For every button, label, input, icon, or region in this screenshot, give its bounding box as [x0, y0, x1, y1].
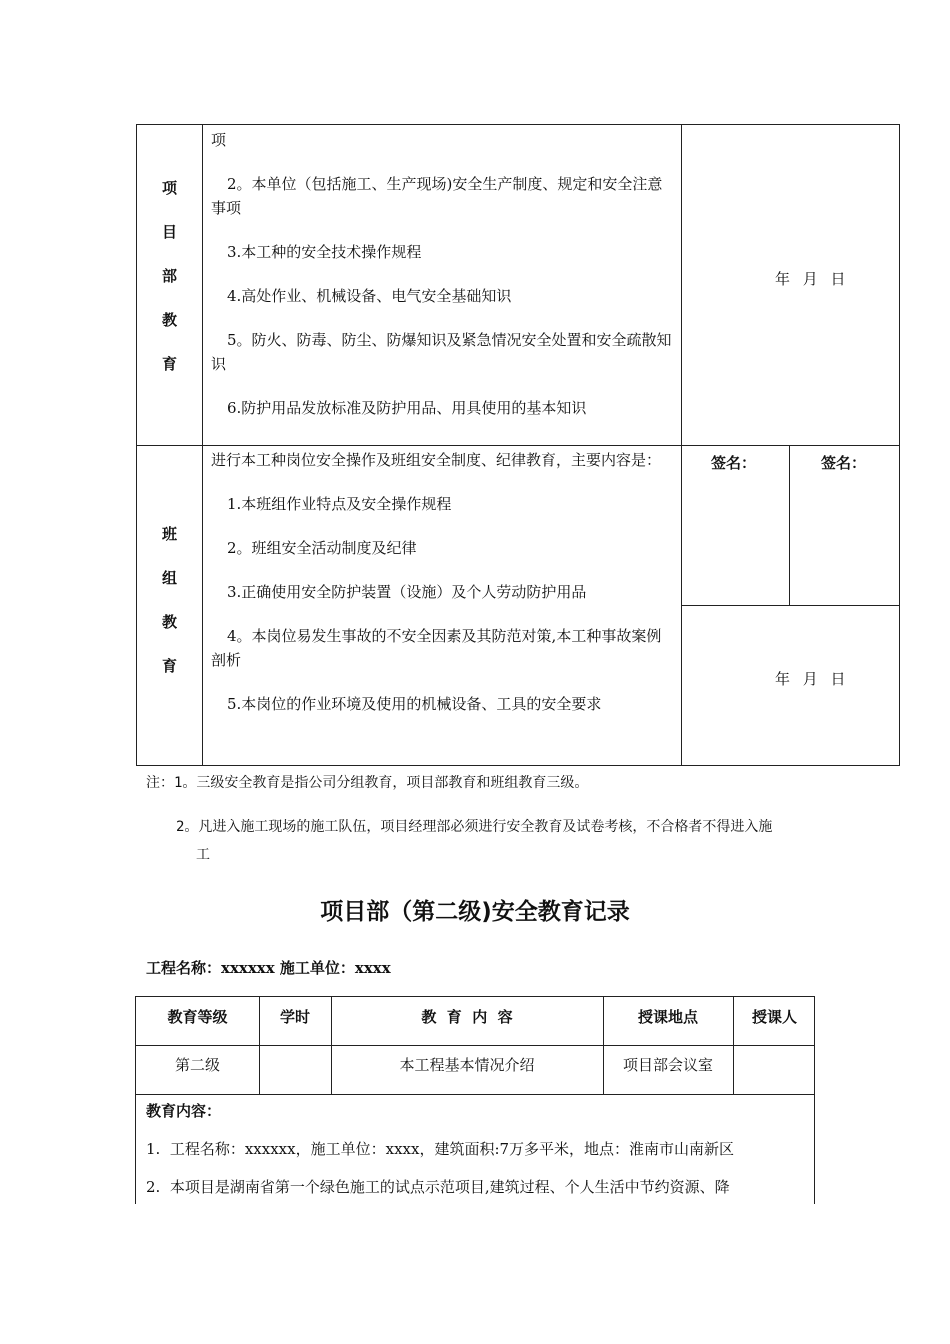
signature-divider [789, 445, 790, 605]
label-char: 项 [161, 179, 177, 197]
content-line: 1. 工程名称：xxxxxx，施工单位：xxxx，建筑面积:7万多平米，地点：淮南市山南新区 [146, 1140, 735, 1158]
content-line: 4.高处作业、机械设备、电气安全基础知识 [227, 287, 512, 305]
label-char: 组 [161, 569, 177, 587]
header-level: 教育等级 [167, 1008, 228, 1026]
team-date: 年 月 日 [775, 670, 847, 688]
row-divider [681, 605, 899, 606]
row-divider [137, 445, 899, 446]
signature-left: 签名： [711, 454, 757, 472]
signature-right: 签名： [821, 454, 867, 472]
content-line: 2. 本项目是湖南省第一个绿色施工的试点示范项目,建筑过程、个人生活中节约资源、降 [146, 1178, 730, 1196]
content-line: 3.本工种的安全技术操作规程 [227, 243, 422, 261]
label-char: 育 [161, 657, 177, 675]
note-2-continuation: 工 [196, 847, 210, 863]
note-2: 2。凡进入施工现场的施工队伍，项目经理部必须进行安全教育及试卷考核，不合格者不得进入施 [176, 819, 773, 835]
content-line: 2。班组安全活动制度及纪律 [227, 539, 417, 557]
team-education-label [137, 523, 202, 699]
cell-location: 项目部会议室 [622, 1056, 713, 1074]
project-education-content [211, 128, 676, 440]
content-line: 进行本工种岗位安全操作及班组安全制度、纪律教育，主要内容是： [211, 451, 662, 469]
header-hours: 学时 [279, 1008, 310, 1026]
header-location: 授课地点 [637, 1008, 698, 1026]
row-divider [136, 1094, 814, 1095]
header-content: 教 育 内 容 [421, 1008, 513, 1026]
team-education-content [211, 448, 676, 736]
label-char: 教 [161, 311, 177, 329]
project-education-label [137, 177, 202, 397]
content-line: 项 [211, 131, 227, 149]
content-line: 5.本岗位的作业环境及使用的机械设备、工具的安全要求 [227, 695, 602, 713]
content-line: 2。本单位（包括施工、生产现场)安全生产制度、规定和安全注意事项 [211, 175, 663, 217]
label-char: 班 [161, 525, 177, 543]
page-title: 项目部（第二级)安全教育记录 [320, 899, 630, 925]
content-line: 6.防护用品发放标准及防护用品、用具使用的基本知识 [227, 399, 587, 417]
header-teacher: 授课人 [751, 1008, 797, 1026]
content-line: 3.正确使用安全防护装置（设施）及个人劳动防护用品 [227, 583, 587, 601]
content-line: 1.本班组作业特点及安全操作规程 [227, 495, 452, 513]
note-1: 注：1。三级安全教育是指公司分组教育，项目部教育和班组教育三级。 [146, 775, 589, 791]
label-char: 部 [161, 267, 177, 285]
label-char: 目 [161, 223, 177, 241]
content-line: 4。本岗位易发生事故的不安全因素及其防范对策,本工种事故案例剖析 [211, 627, 662, 669]
content-line: 5。防火、防毒、防尘、防爆知识及紧急情况安全处置和安全疏散知识 [211, 331, 672, 373]
project-date: 年 月 日 [775, 270, 847, 288]
education-record-table [135, 996, 815, 1204]
label-char: 教 [161, 613, 177, 631]
cell-level: 第二级 [174, 1056, 220, 1074]
cell-content: 本工程基本情况介绍 [399, 1056, 535, 1074]
project-info-line: 工程名称：xxxxxx 施工单位：xxxx [146, 959, 391, 977]
row-divider [136, 1045, 814, 1046]
label-char: 育 [161, 355, 177, 373]
content-label: 教育内容： [146, 1102, 222, 1120]
education-content-section [146, 1099, 810, 1213]
education-table-upper [136, 124, 900, 766]
